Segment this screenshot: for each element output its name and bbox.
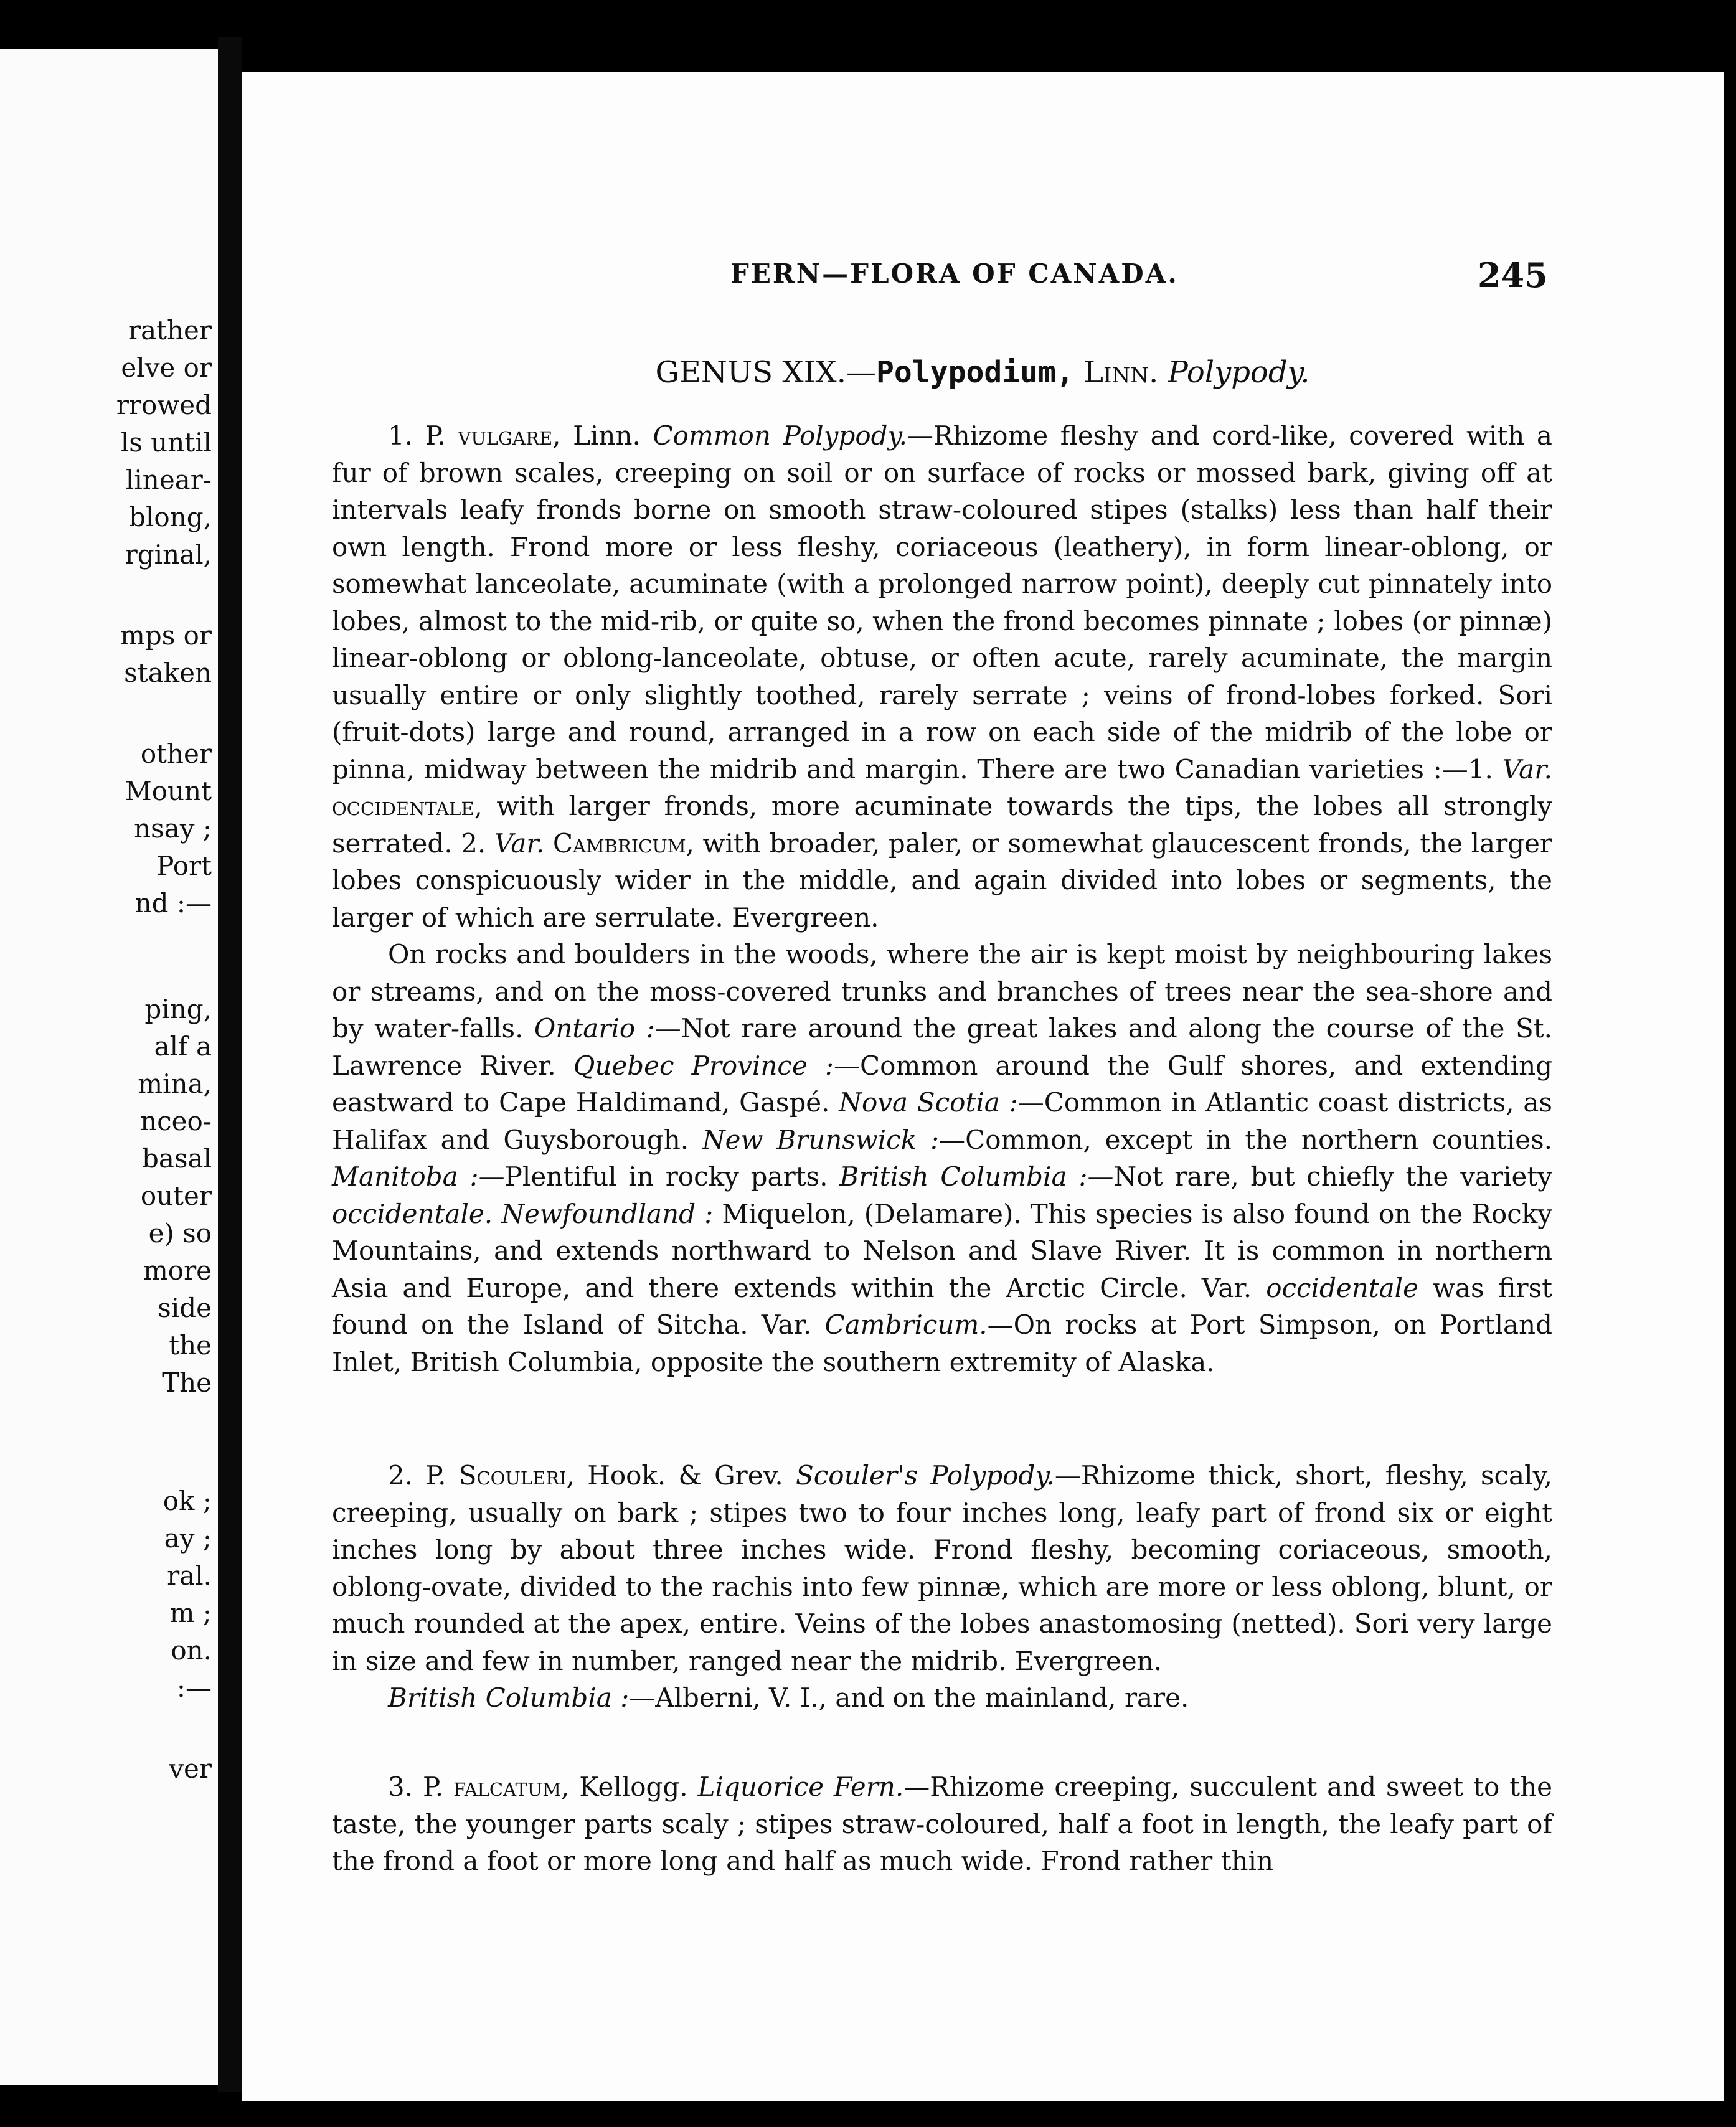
page <box>242 72 1724 2101</box>
genus-name: Polypodium, <box>875 355 1074 390</box>
species-1-habitat: On rocks and boulders in the woods, where the air is kept moist by neighbouring lakes or streams, and on the moss-covered trunks and branches of trees near the sea-shore and by water-falls. Ontario :—Not rare around the great lakes and along the course of the St. Lawrence River. Quebec Province :—Common around the Gulf shores, and extending eastward to Cape Haldimand, Gaspé. Nova Scotia :—Common in Atlantic coast districts, as Halifax and Guysborough. New Brunswick :—Common, except in the northern counties. Manitoba :—Plentiful in rocky parts. British Columbia :—Not rare, but chiefly the variety occidentale. Newfoundland : Miquelon, (Delamare). This species is also found on the Rocky Mountains, and extends northward to Nelson and Slave River. It is common in northern Asia and Europe, and there extends within the Arctic Circle. Var. occidentale was first found on the Island of Sitcha. Var. Cambricum.—On rocks at Port Simpson, on Portland Inlet, British Columbia, opposite the southern extremity of Alaska. <box>332 939 1553 1377</box>
left-page-fragment: other <box>140 738 212 769</box>
left-page-fragment: rather <box>128 315 212 346</box>
left-page-fragment: basal <box>142 1143 212 1174</box>
left-page-fragment: rrowed <box>116 390 212 420</box>
left-page-fragment: Mount <box>125 776 212 806</box>
left-page-fragment: staken <box>124 658 212 688</box>
left-page-fragment: m ; <box>169 1598 212 1628</box>
left-page-fragment: The <box>162 1367 212 1398</box>
left-page-fragment: Port <box>156 851 212 881</box>
left-page-fragment: nceo- <box>140 1106 212 1136</box>
left-page-fragment: ls until <box>120 427 212 458</box>
species-2-entry <box>332 1457 1552 1717</box>
left-page-fragment: mps or <box>120 620 212 651</box>
left-page-fragment: :— <box>176 1672 212 1703</box>
left-page-fragment: linear- <box>125 465 212 495</box>
left-page-fragment: side <box>158 1293 212 1323</box>
left-page-fragment: alf a <box>154 1031 212 1062</box>
genus-prefix: GENUS XIX.— <box>655 355 876 390</box>
left-page-fragment: on. <box>171 1635 212 1666</box>
book-gutter <box>218 37 242 2092</box>
left-page-fragment: outer <box>140 1181 212 1211</box>
left-page-fragment: rginal, <box>125 539 212 570</box>
left-page-fragment: ral. <box>167 1560 212 1591</box>
running-title: FERN—FLORA OF CANADA. <box>730 258 1179 289</box>
genus-heading <box>242 355 1724 390</box>
species-2-habitat: British Columbia :—Alberni, V. I., and on the mainland, rare. <box>388 1682 1189 1713</box>
left-page-fragment: ping, <box>144 994 212 1024</box>
left-page-fragment: nsay ; <box>134 813 212 844</box>
species-1-entry <box>332 417 1552 1380</box>
species-2-description: 2. P. Scouleri, Hook. & Grev. Scouler's Polypody.—Rhizome thick, short, fleshy, scaly, creeping, usually on bark ; stipes two to four inches long, leafy part of frond six or eight inches long by about three inches wide. Frond fleshy, becoming coriaceous, smooth, oblong-ovate, divided to the rachis into few pinnæ, which are more or less oblong, blunt, or much rounded at the apex, entire. Veins of the lobes anastomosing (netted). Sori very large in size and few in number, ranged near the midrib. Evergreen. <box>332 1460 1553 1676</box>
left-page-fragment: more <box>143 1255 212 1286</box>
left-page-fragment: ay ; <box>164 1523 212 1554</box>
species-1-description: 1. P. vulgare, Linn. Common Polypody.—Rhizome fleshy and cord-like, covered with a fur of brown scales, creeping on soil or on surface of rocks or mossed bark, giving off at intervals leafy fronds borne on smooth straw-coloured stipes (stalks) less than half their own length. Frond more or less fleshy, coriaceous (leathery), in form linear-oblong, or somewhat lanceolate, acuminate (with a prolonged narrow point), deeply cut pinnately into lobes, almost to the mid-rib, or quite so, when the frond becomes pinnate ; lobes (or pinnæ) linear-oblong or oblong-lanceolate, obtuse, or often acute, rarely acuminate, the margin usually entire or only slightly toothed, rarely serrate ; veins of frond-lobes forked. Sori (fruit-dots) large and round, arranged in a row on each side of the midrib of the lobe or pinna, midway between the midrib and margin. There are two Canadian varieties :—1. Var. occidentale, with larger fronds, more acuminate towards the tips, the lobes all strongly serrated. 2. Var. Cambricum, with broader, paler, or somewhat glaucescent fronds, the larger lobes conspicuously wider in the middle, and again divided into lobes or segments, the larger of which are serrulate. Evergreen. <box>332 420 1553 933</box>
page-number: 245 <box>1478 255 1548 295</box>
running-head <box>242 255 1724 296</box>
left-page-fragment: the <box>169 1330 212 1361</box>
genus-common-name: Polypody. <box>1168 355 1310 390</box>
species-3-description: 3. P. falcatum, Kellogg. Liquorice Fern.—Rhizome creeping, succulent and sweet to the taste, the younger parts scaly ; stipes straw-coloured, half a foot in length, the leafy part of the frond a foot or more long and half as much wide. Frond rather thin <box>332 1771 1553 1876</box>
left-page-fragment: elve or <box>121 352 212 383</box>
left-page-fragment: e) so <box>148 1218 212 1248</box>
genus-authority: Linn. <box>1083 355 1159 390</box>
left-page-fragment: mina, <box>138 1068 212 1099</box>
left-page-fragment: ok ; <box>163 1486 212 1516</box>
previous-page <box>0 49 218 2085</box>
left-page-fragment: blong, <box>129 502 212 532</box>
species-3-entry <box>332 1768 1552 1880</box>
left-page-fragment: ver <box>169 1753 212 1784</box>
left-page-fragment: nd :— <box>134 888 212 918</box>
